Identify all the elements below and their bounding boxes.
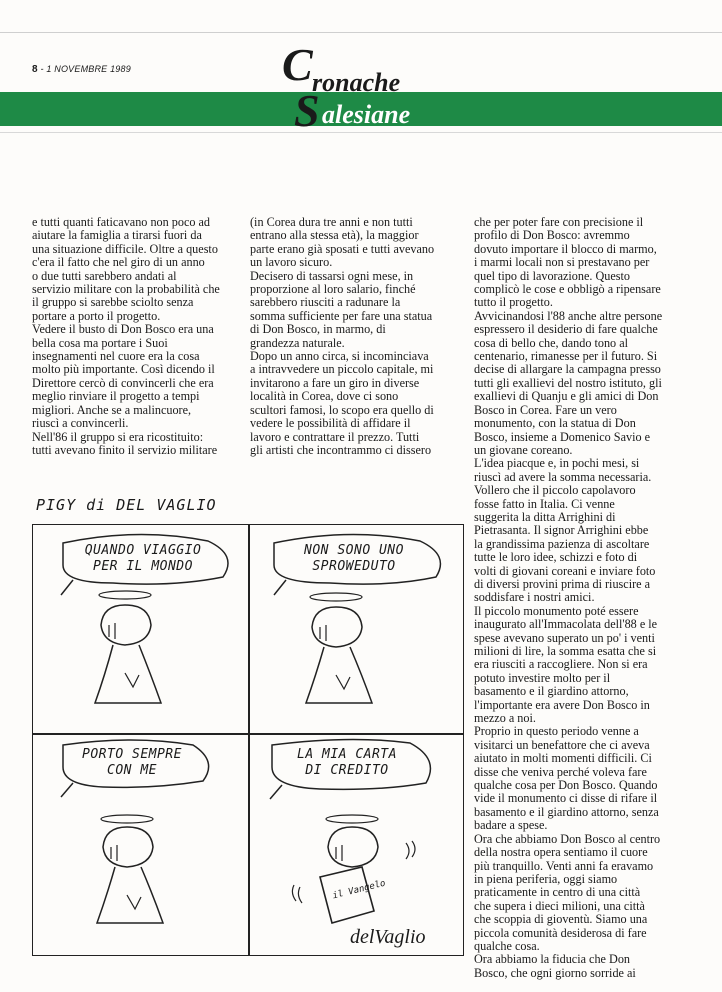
text-line: Vedere il busto di Don Bosco era una: [32, 322, 214, 337]
bubble-4-line-1: LA MIA CARTA: [297, 747, 397, 762]
masthead-initial-s: S: [294, 85, 320, 136]
bubble-1-line-2: PER IL MONDO: [93, 559, 193, 574]
text-line: scultori famosi, lo scopo era quello di: [250, 402, 434, 417]
text-line: una situazione difficile. Oltre a questo: [32, 241, 218, 256]
text-line: della nostra opera sentiamo il cuore: [474, 845, 648, 860]
text-line: più tranquillo. Venti anni fa eravamo: [474, 858, 654, 873]
text-line: Dopo un anno circa, si incominciava: [250, 349, 429, 364]
text-line: dovuto importare il blocco di marmo,: [474, 241, 657, 256]
text-line: Ora abbiamo la fiducia che Don: [474, 952, 631, 967]
text-line: il gruppo si sarebbe sciolto senza: [32, 295, 194, 310]
text-line: in piena periferia, oggi siamo: [474, 871, 618, 886]
bubble-4-line-2: DI CREDITO: [305, 763, 389, 778]
text-line: disse che veniva perché voleva fare: [474, 764, 647, 779]
issue-date: 1 NOVEMBRE 1989: [46, 64, 131, 74]
text-line: suggerita la ditta Arrighini di: [474, 509, 616, 524]
bubble-3-line-1: PORTO SEMPRE: [82, 747, 182, 762]
text-line: Bosco, che ogni giorno sorride ai: [474, 965, 636, 980]
text-line: tutti gli exallievi del nostro istituto, gli: [474, 375, 662, 390]
text-line: Nell'86 il gruppo si era ricostituito:: [32, 429, 204, 444]
comic-panel-1: [33, 525, 247, 731]
text-line: che per poter fare con precisione il: [474, 215, 644, 229]
text-line: Vollero che il piccolo capolavoro: [474, 483, 636, 498]
text-line: Decisero di tassarsi ogni mese, in: [250, 268, 414, 283]
text-line: grandezza naturale.: [250, 335, 345, 350]
text-line: tutto il progetto.: [474, 295, 553, 310]
text-line: meglio rinviare il progetto a tempi: [32, 389, 200, 404]
text-line: riuscì a convincerli.: [32, 416, 129, 431]
text-line: era riusciti a raccogliere. Non si era: [474, 657, 648, 672]
text-line: Bosco in Corea. Fare un vero: [474, 402, 617, 417]
text-line: Bosco, insieme a Domenico Savio e: [474, 429, 651, 444]
text-line: tutti avevano finito il servizio militare: [32, 442, 218, 457]
comic-panel-2: [250, 525, 464, 731]
text-line: Avvicinandosi l'88 anche altre persone: [474, 308, 663, 323]
text-line: gli artisti che incontrammo ci dissero: [250, 442, 432, 457]
text-line: lavoro e contrattare il prezzo. Tutti: [250, 429, 420, 444]
top-rule: [0, 32, 722, 33]
text-line: a intravvedere un piccolo capitale, mi: [250, 362, 434, 377]
book-label: il Vangelo: [331, 878, 387, 902]
article-column-1: [32, 216, 242, 457]
text-line: o due tutti sarebbero andati al: [32, 268, 177, 283]
text-line: decise di allargare la campagna presso: [474, 362, 661, 377]
speech-bubble-3: [67, 747, 197, 779]
masthead-logo: [282, 39, 452, 148]
text-line: località in Corea, dove ci sono: [250, 389, 399, 404]
text-line: qualche cosa per Don Bosco. Quando: [474, 778, 658, 793]
text-line: spese avevano superato un po' i venti: [474, 630, 655, 645]
text-line: riuscì ad avere la somma necessaria.: [474, 469, 652, 484]
text-line: aiutare la famiglia a tirarsi fuori da: [32, 228, 202, 243]
text-line: sarebbero riusciti a radunare la: [250, 295, 401, 310]
text-line: cosa di bello che, dando tono al: [474, 335, 628, 350]
text-line: di Don Bosco, in marmo, di: [250, 322, 386, 337]
text-line: potuto investire molto per il: [474, 670, 611, 685]
text-line: praticamente in centro di una città: [474, 885, 641, 900]
artist-signature: delVaglio: [350, 926, 426, 948]
page-number: 8: [32, 64, 38, 75]
masthead-word-alesiane: alesiane: [322, 100, 411, 129]
text-line: exallievi di Quanju e gli amici di Don: [474, 389, 659, 404]
masthead-initial-c: C: [282, 39, 313, 90]
text-line: piccola comunità desiderosa di fare: [474, 925, 647, 940]
text-line: fosse fatto in Italia. Ci venne: [474, 496, 615, 511]
text-line: di diversi provini prima di riuscire a: [474, 576, 650, 591]
text-line: parte erano già sposati e tutti avevano: [250, 241, 435, 256]
speech-bubble-2: [274, 543, 434, 575]
text-line: che scoppia di gioventù. Siamo una: [474, 912, 648, 927]
text-line: i marmi locali non si prestavano per: [474, 255, 650, 270]
text-line: portare a porto il progetto.: [32, 308, 161, 323]
text-line: servizio militare con la probabilità che: [32, 282, 220, 297]
text-line: inaugurato all'Immacolata dell'88 e le: [474, 617, 658, 632]
text-line: che supera i dieci milioni, una città: [474, 898, 645, 913]
text-line: e tutti quanti faticavano non poco ad: [32, 215, 211, 229]
text-line: aiutato in molti momenti difficili. Ci: [474, 751, 652, 766]
speech-bubble-1: [63, 543, 223, 575]
text-line: qualche cosa.: [474, 938, 540, 953]
text-line: c'era il fatto che nel giro di un anno: [32, 255, 205, 270]
text-line: Direttore cercò di convincerli che era: [32, 375, 214, 390]
text-line: L'idea piacque e, in pochi mesi, si: [474, 456, 640, 471]
text-line: visitarci un benefattore che ci aveva: [474, 737, 650, 752]
text-line: un giovane coreano.: [474, 442, 573, 457]
bubble-3-line-2: CON ME: [107, 763, 157, 778]
text-line: basamento e il giardino attorno, senza: [474, 804, 659, 819]
text-line: Ora che abbiamo Don Bosco al centro: [474, 831, 661, 846]
comic-panel-3: [33, 735, 247, 941]
bubble-2-line-1: NON SONO UNO: [304, 543, 404, 558]
article-column-2: [250, 216, 462, 457]
text-line: mezzo a noi.: [474, 711, 536, 726]
text-line: vide il monumento ci disse di rifare il: [474, 791, 658, 806]
text-line: insegnamenti nel cuore era la cosa: [32, 349, 200, 364]
text-line: vedere le possibilità di affidare il: [250, 416, 411, 431]
text-line: un lavoro sicuro.: [250, 255, 333, 270]
text-line: monumento, con la statua di Don: [474, 416, 636, 431]
comic-strip: [32, 524, 464, 956]
folio: [32, 64, 131, 75]
text-line: complicò le cose e obbligò a ripensare: [474, 282, 661, 297]
bubble-1-line-1: QUANDO VIAGGIO: [84, 543, 202, 558]
text-line: invitarono a fare un giro in diverse: [250, 375, 420, 390]
text-line: bella cosa ma portare i Suoi: [32, 335, 168, 350]
text-line: volti di giovani coreani e inviare foto: [474, 563, 656, 578]
text-line: milioni di lire, la somma esatta che si: [474, 644, 657, 658]
text-line: tutte le loro idee, schizzi e foto di: [474, 550, 638, 565]
bubble-2-line-2: SPROWEDUTO: [312, 559, 396, 574]
text-line: profilo di Don Bosco: avremmo: [474, 228, 630, 243]
speech-bubble-4: [272, 747, 422, 779]
text-line: Proprio in questo periodo venne a: [474, 724, 639, 739]
comic-title: PIGY di DEL VAGLIO: [36, 496, 217, 514]
text-line: somma sufficiente per fare una statua: [250, 308, 433, 323]
text-line: basamento e il giardino attorno,: [474, 684, 629, 699]
text-line: centenario, rimanesse per il futuro. Si: [474, 349, 658, 364]
text-line: (in Corea dura tre anni e non tutti: [250, 215, 413, 229]
masthead-word-ronache: ronache: [312, 68, 401, 97]
text-line: soddisfare i nostri amici.: [474, 590, 595, 605]
text-line: quel tipo di lavorazione. Questo: [474, 268, 631, 283]
text-line: proporzione al loro salario, finché: [250, 282, 416, 297]
text-line: Il piccolo monumento poté essere: [474, 603, 639, 618]
folio-separator: -: [37, 64, 47, 74]
text-line: l'importante era avere Don Bosco in: [474, 697, 650, 712]
text-line: espressero il desiderio di fare qualche: [474, 322, 658, 337]
text-line: entrano alla stessa età), la maggior: [250, 228, 419, 243]
text-line: molto più importante. Così dicendo il: [32, 362, 215, 377]
text-line: migliori. Anche se a malincuore,: [32, 402, 192, 417]
comic-panel-4: [250, 735, 464, 941]
text-line: badare a spese.: [474, 818, 548, 833]
text-line: Pietrasanta. Il signor Arrighini ebbe: [474, 523, 649, 538]
text-line: la grandissima pazienza di ascoltare: [474, 536, 650, 551]
article-column-3: [474, 216, 690, 980]
